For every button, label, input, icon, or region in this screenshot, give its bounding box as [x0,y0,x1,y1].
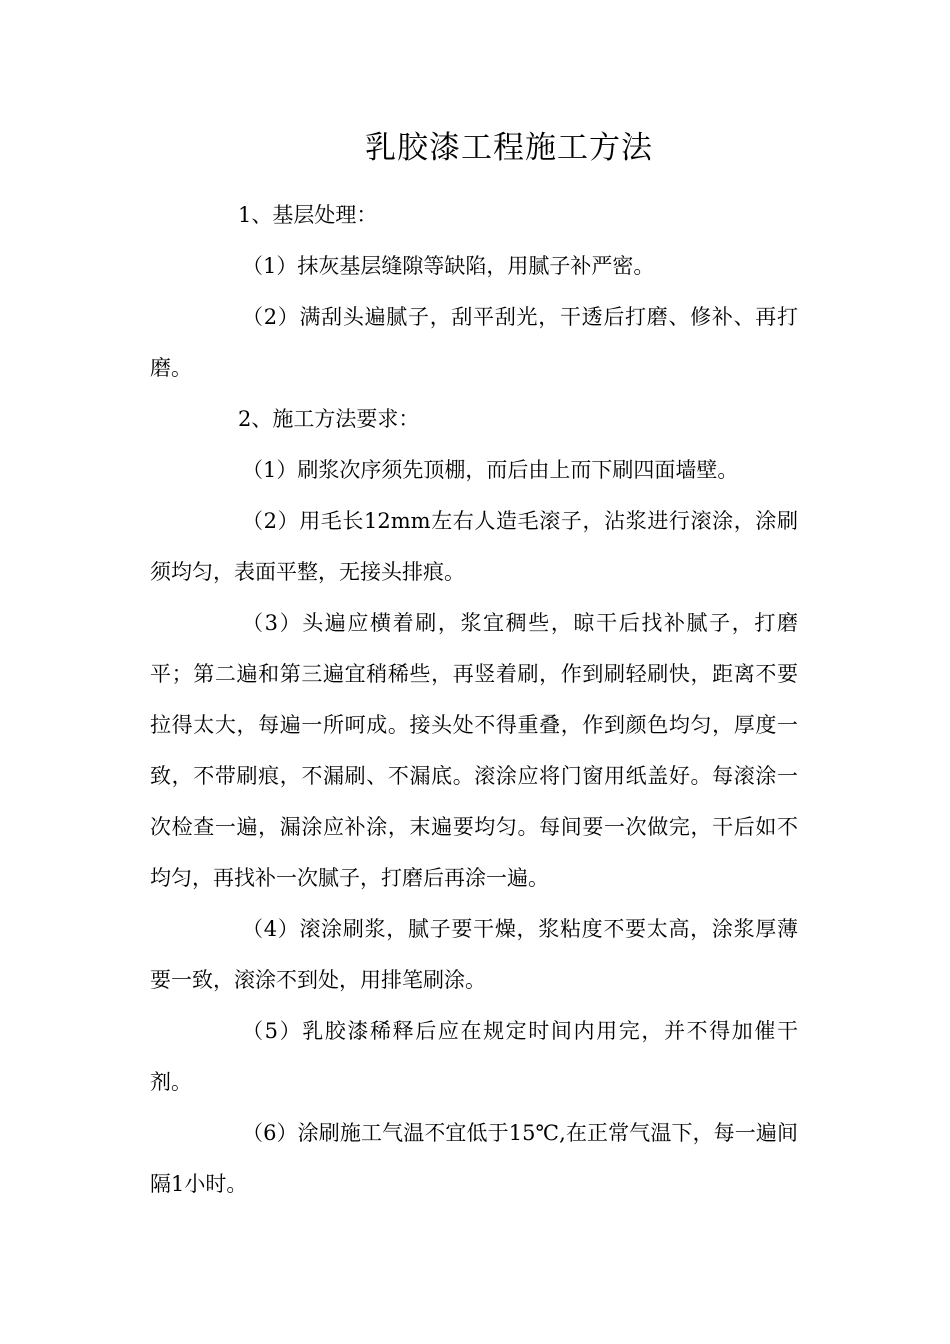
paragraph-method-item-6: （6）涂刷施工气温不宜低于15℃,在正常气温下，每一遍间隔1小时。 [150,1121,798,1196]
section-heading-method-requirements: 2、施工方法要求： [238,407,420,431]
paragraph-method-item-4: （4）滚涂刷浆，腻子要干燥，浆粘度不要太高，涂浆厚薄要一致，滚涂不到处，用排笔刷涂。 [150,917,798,992]
paragraph-method-item-5: （5）乳胶漆稀释后应在规定时间内用完，并不得加催干剂。 [150,1019,798,1094]
paragraph-method-item-1: （1）刷浆次序须先顶棚，而后由上而下刷四面墙壁。 [242,458,739,482]
section-heading-base-treatment: 1、基层处理： [238,203,378,227]
paragraph-base-item-2: （2）满刮头遍腻子，刮平刮光，干透后打磨、修补、再打磨。 [150,305,798,380]
paragraph-method-item-2: （2）用毛长12mm左右人造毛滚子，沾浆进行滚涂，涂刷须均匀，表面平整，无接头排痕。 [150,509,798,584]
document-body [150,190,798,1210]
paragraph-base-item-1: （1）抹灰基层缝隙等缺陷，用腻子补严密。 [242,254,655,278]
page-title: 乳胶漆工程施工方法 [365,130,653,166]
paragraph-method-item-3: （3）头遍应横着刷，浆宜稠些，晾干后找补腻子，打磨平；第二遍和第三遍宜稍稀些，再竖着刷，作到刷轻刷快，距离不要拉得太大，每遍一所呵成。接头处不得重叠，作到颜色均匀，厚度一致，不带刷痕，不漏刷、不漏底。滚涂应将门窗用纸盖好。每滚涂一次检查一遍，漏涂应补涂，末遍要均匀。每间要一次做完，干后如不均匀，再找补一次腻子，打磨后再涂一遍。 [150,611,798,890]
